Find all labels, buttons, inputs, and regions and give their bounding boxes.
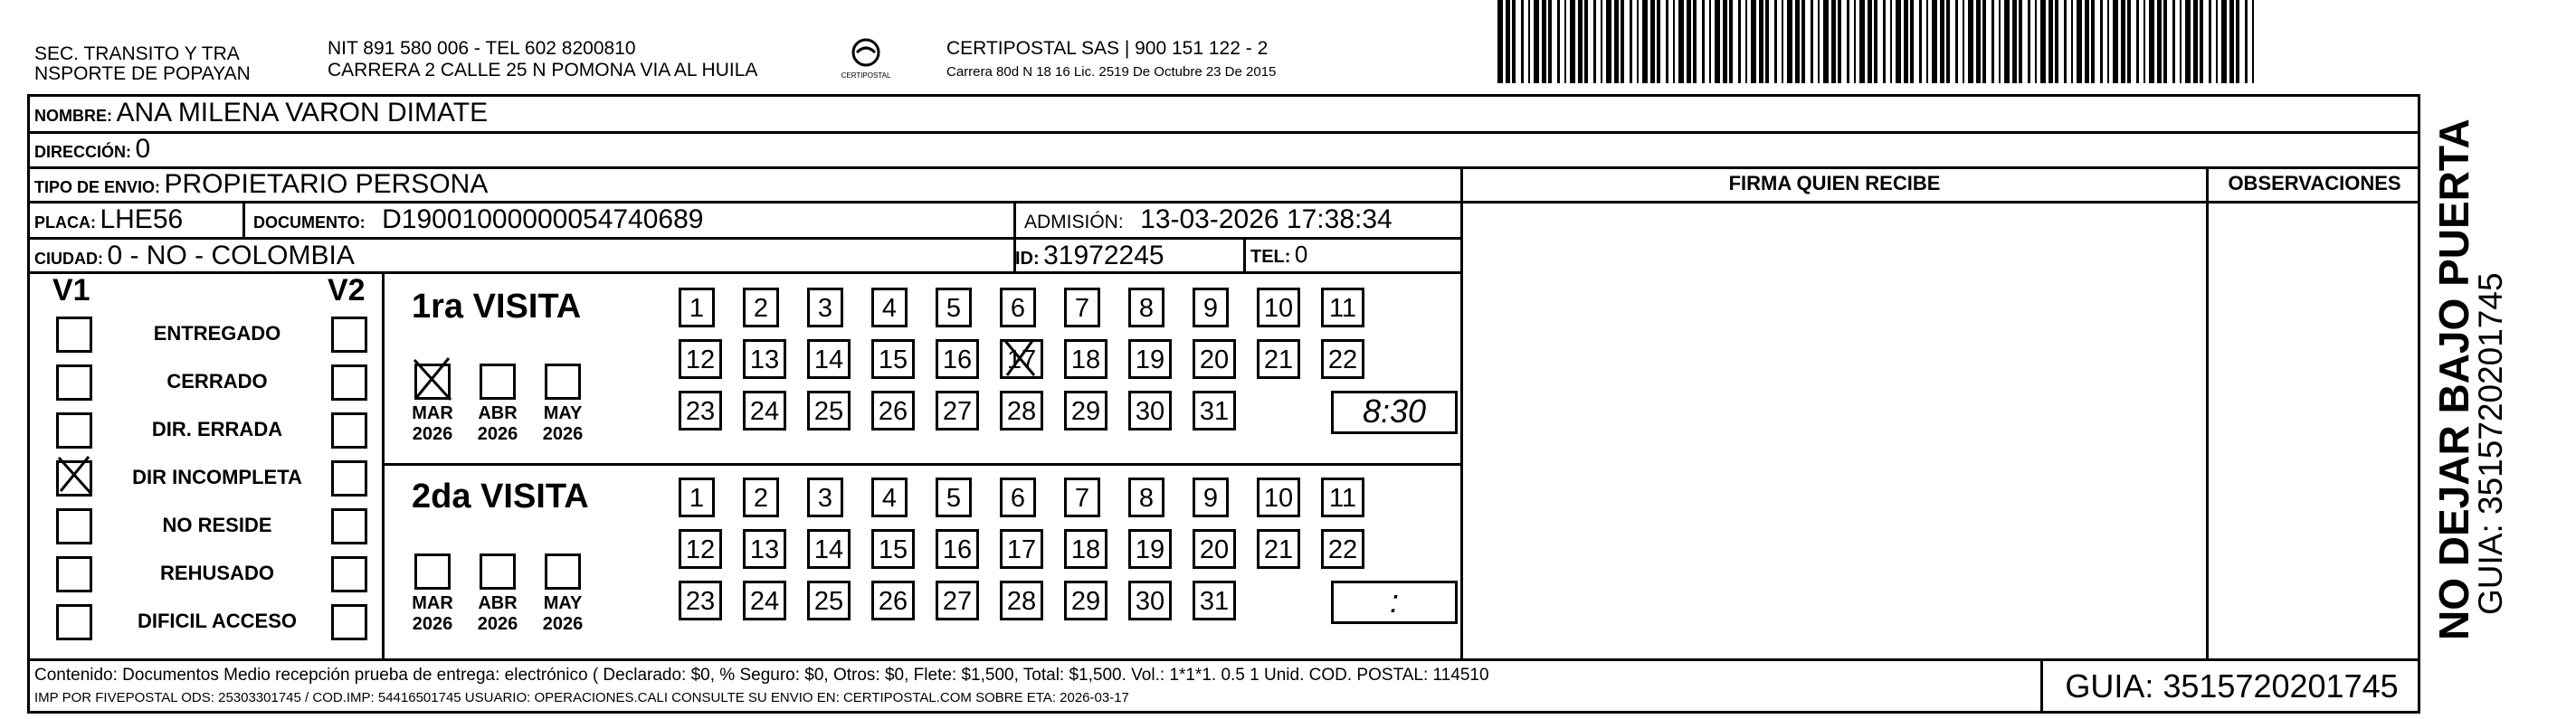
admision-cell [1024, 204, 1393, 235]
v1-checkbox[interactable] [56, 364, 92, 401]
admision-label: ADMISIÓN: [1024, 212, 1124, 232]
id-value: 31972245 [1043, 241, 1164, 270]
day-box[interactable]: 19 [1128, 339, 1172, 379]
second-visit-title: 2da VISITA [412, 478, 589, 516]
month-checkbox-abr[interactable] [480, 553, 516, 590]
day-box[interactable]: 23 [679, 391, 722, 430]
tipo-row [34, 169, 488, 200]
direccion-value: 0 [135, 134, 151, 164]
day-box[interactable]: 22 [1321, 339, 1364, 379]
direccion-row [34, 134, 150, 165]
direccion-label: DIRECCIÓN: [34, 143, 131, 161]
day-box[interactable]: 19 [1128, 529, 1172, 569]
v1-check-mark [56, 453, 94, 497]
ciudad-value: 0 - NO - COLOMBIA [107, 241, 355, 270]
month-checkbox-abr[interactable] [480, 364, 516, 400]
status-label: REHUSADO [160, 562, 274, 584]
day-box[interactable]: 14 [807, 529, 851, 569]
v1-header: V1 [52, 273, 90, 307]
status-label: NO RESIDE [162, 514, 272, 536]
company-logo [834, 38, 898, 81]
month-check-mark [411, 355, 454, 403]
sender-nit: NIT 891 580 006 - TEL 602 8200810 [328, 38, 636, 59]
day-box[interactable]: 18 [1064, 529, 1107, 569]
footer-content: Contenido: Documentos Medio recepción prueba de entrega: electrónico ( Declarado: $0, % Seguro: $0, Otros: $0, Flete: $1,500, Total: $1,500. Vol.: 1*1*1. 0.5 1 Unid. COD. POSTAL: 114510 [34, 666, 1489, 685]
day-box[interactable]: 29 [1064, 581, 1107, 620]
barcode [1497, 0, 2262, 83]
day-box[interactable]: 28 [1000, 391, 1043, 430]
day-box[interactable]: 26 [871, 391, 915, 430]
day-box[interactable]: 29 [1064, 391, 1107, 430]
day-box[interactable]: 13 [743, 339, 786, 379]
nombre-row [34, 98, 488, 128]
time-box[interactable]: 8:30 [1331, 391, 1458, 434]
v1-checkbox[interactable] [56, 508, 92, 544]
status-label: CERRADO [166, 370, 268, 393]
month-label: ABR 2026 [477, 593, 518, 634]
day-box[interactable]: 14 [807, 339, 851, 379]
day-box[interactable]: 16 [936, 339, 979, 379]
tel-value: 0 [1294, 241, 1308, 268]
documento-value: D19001000000054740689 [382, 204, 704, 234]
status-label: DIFICIL ACCESO [137, 610, 297, 632]
nombre-label: NOMBRE: [34, 107, 112, 125]
tel-label: TEL: [1250, 247, 1291, 267]
day-box[interactable]: 7 [1064, 478, 1100, 517]
day-box[interactable]: 20 [1193, 529, 1236, 569]
day-box[interactable]: 31 [1193, 581, 1236, 620]
day-box[interactable]: 30 [1128, 581, 1172, 620]
day-box[interactable]: 23 [679, 581, 722, 620]
month-label: MAR 2026 [412, 593, 453, 634]
v1-checkbox[interactable] [56, 556, 92, 592]
day-box[interactable]: 27 [936, 581, 979, 620]
day-box[interactable]: 24 [743, 581, 786, 620]
day-box[interactable]: 22 [1321, 529, 1364, 569]
day-box[interactable]: 6 [1000, 478, 1036, 517]
day-box[interactable]: 15 [871, 529, 915, 569]
day-box[interactable]: 2 [743, 288, 779, 327]
day-box[interactable]: 8 [1128, 478, 1164, 517]
footer-guia: GUIA: 3515720201745 [2065, 667, 2399, 705]
month-label: ABR 2026 [477, 403, 518, 444]
company-license: Carrera 80d N 18 16 Lic. 2519 De Octubre 23 De 2015 [946, 64, 1277, 80]
day-box[interactable]: 24 [743, 391, 786, 430]
v1-checkbox[interactable] [56, 604, 92, 640]
day-box[interactable]: 18 [1064, 339, 1107, 379]
day-box[interactable]: 5 [936, 288, 972, 327]
day-box[interactable]: 17 [1000, 339, 1043, 379]
id-cell [1015, 241, 1164, 271]
firma-header: FIRMA QUIEN RECIBE [1728, 172, 1941, 194]
first-visit-title: 1ra VISITA [412, 288, 582, 326]
firma-area[interactable] [1463, 204, 2206, 657]
day-box[interactable]: 1 [679, 288, 715, 327]
company-name: CERTIPOSTAL SAS | 900 151 122 - 2 [946, 38, 1269, 59]
placa-cell [34, 204, 183, 235]
side-guia: GUIA: 3515720201745 [2472, 272, 2509, 615]
day-box[interactable]: 4 [871, 478, 908, 517]
day-box[interactable]: 5 [936, 478, 972, 517]
day-box[interactable]: 15 [871, 339, 915, 379]
day-box[interactable]: 4 [871, 288, 908, 327]
v2-checkbox[interactable] [331, 508, 367, 544]
v2-checkbox[interactable] [331, 364, 367, 401]
observaciones-area[interactable] [2209, 204, 2420, 657]
day-box[interactable]: 21 [1257, 339, 1300, 379]
status-label: DIR. ERRADA [151, 418, 283, 440]
day-box[interactable]: 7 [1064, 288, 1100, 327]
day-box[interactable]: 26 [871, 581, 915, 620]
day-box[interactable]: 2 [743, 478, 779, 517]
v2-checkbox[interactable] [331, 556, 367, 592]
v2-header: V2 [328, 273, 366, 307]
sender-name-line1: SEC. TRANSITO Y TRA [34, 43, 240, 64]
day-box[interactable]: 10 [1257, 288, 1300, 327]
admision-value: 13-03-2026 17:38:34 [1140, 204, 1393, 234]
day-box[interactable]: 3 [807, 478, 843, 517]
placa-value: LHE56 [100, 204, 184, 234]
day-box[interactable]: 9 [1193, 288, 1229, 327]
month-label: MAY 2026 [542, 593, 584, 634]
observaciones-header: OBSERVACIONES [2228, 172, 2401, 194]
day-box[interactable]: 25 [807, 391, 851, 430]
month-checkbox-mar[interactable] [414, 553, 451, 590]
day-box[interactable]: 21 [1257, 529, 1300, 569]
day-box[interactable]: 3 [807, 288, 843, 327]
placa-label: PLACA: [34, 213, 96, 232]
day-box[interactable]: 9 [1193, 478, 1229, 517]
day-box[interactable]: 25 [807, 581, 851, 620]
day-box[interactable]: 10 [1257, 478, 1300, 517]
side-warning: NO DEJAR BAJO PUERTA [2430, 118, 2477, 640]
time-box[interactable]: : [1331, 581, 1458, 624]
day-box[interactable]: 11 [1321, 478, 1364, 517]
day-box[interactable]: 20 [1193, 339, 1236, 379]
status-label: ENTREGADO [153, 322, 281, 345]
ciudad-cell [34, 241, 355, 271]
day-box[interactable]: 12 [679, 339, 722, 379]
documento-label: DOCUMENTO: [253, 213, 366, 232]
day-box[interactable]: 1 [679, 478, 715, 517]
day-box[interactable]: 31 [1193, 391, 1236, 430]
tel-cell [1250, 241, 1307, 269]
tipo-label: TIPO DE ENVIO: [34, 178, 161, 196]
v2-checkbox[interactable] [331, 604, 367, 640]
v2-checkbox[interactable] [331, 317, 367, 353]
v1-checkbox[interactable] [56, 412, 92, 449]
sender-name-line2: NSPORTE DE POPAYAN [34, 63, 251, 84]
day-box[interactable]: 13 [743, 529, 786, 569]
month-label: MAR 2026 [412, 403, 453, 444]
month-checkbox-may[interactable] [545, 364, 581, 400]
v2-checkbox[interactable] [331, 412, 367, 449]
sender-address: CARRERA 2 CALLE 25 N POMONA VIA AL HUILA [328, 60, 758, 80]
day-box[interactable]: 12 [679, 529, 722, 569]
day-box[interactable]: 17 [1000, 529, 1043, 569]
status-label: DIR INCOMPLETA [132, 466, 302, 488]
day-box[interactable]: 16 [936, 529, 979, 569]
ciudad-label: CIUDAD: [34, 250, 103, 268]
tipo-value: PROPIETARIO PERSONA [164, 169, 489, 199]
day-box[interactable]: 27 [936, 391, 979, 430]
month-checkbox-may[interactable] [545, 553, 581, 590]
day-box[interactable]: 6 [1000, 288, 1036, 327]
day-box[interactable]: 28 [1000, 581, 1043, 620]
footer-print-info: IMP POR FIVEPOSTAL ODS: 25303301745 / COD.IMP: 54416501745 USUARIO: OPERACIONES.CALI CONSULTE SU ENVIO EN: CERTIPOSTAL.COM SOBRE ETA: 2026-03-17 [34, 690, 1129, 705]
day-box[interactable]: 30 [1128, 391, 1172, 430]
svg-text:CERTIPOSTAL: CERTIPOSTAL [841, 71, 891, 80]
documento-cell [253, 204, 703, 235]
v1-checkbox[interactable] [56, 317, 92, 353]
day-check-mark [1002, 337, 1038, 381]
id-label: ID: [1015, 249, 1040, 269]
day-box[interactable]: 11 [1321, 288, 1364, 327]
day-box[interactable]: 8 [1128, 288, 1164, 327]
v2-checkbox[interactable] [331, 460, 367, 497]
month-label: MAY 2026 [542, 403, 584, 444]
nombre-value: ANA MILENA VARON DIMATE [116, 98, 489, 128]
